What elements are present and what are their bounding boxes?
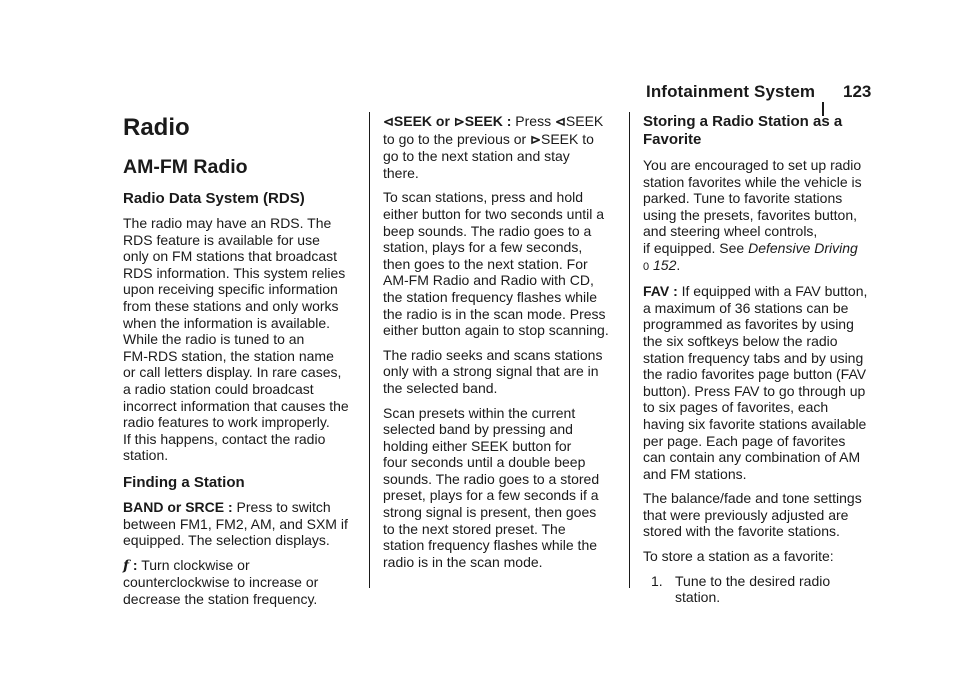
storing-favorite-heading: Storing a Radio Station as a Favorite <box>643 113 843 148</box>
cross-reference-link[interactable]: Defensive Driving <box>748 239 858 256</box>
column-2 <box>383 113 618 578</box>
subsection-title: AM-FM Radio <box>123 156 248 178</box>
list-item: 1. Tune to the desired radio <box>651 572 831 589</box>
favorites-intro-paragraph: You are encouraged to set up radio station favorites while the vehicle is parked. Tune to favorite stations using the presets, favorites button, and steering wheel controls, if equipped. See Defensive Driving 0 152. <box>643 157 862 273</box>
seek-previous-icon: ⊲ <box>554 114 566 129</box>
column-1 <box>123 110 358 615</box>
rds-heading: Radio Data System (RDS) <box>123 190 305 207</box>
rds-paragraph: The radio may have an RDS. The RDS feature is available for use only on FM stations that broadcast RDS information. This system relies upon receiving specific information from these stations and only works when the information is available. While the radio is tuned to an FM-RDS station, the station name or call letters display. In rare cases, a radio station could broadcast incorrect information that causes the radio features to work improperly. If this happens, contact the radio station. <box>123 215 349 464</box>
finding-station-heading: Finding a Station <box>123 473 245 491</box>
tune-knob-icon: f <box>123 557 130 574</box>
column-divider-1 <box>369 112 370 588</box>
list-number: 1. <box>651 572 663 589</box>
seek-next-icon: ⊳ <box>530 131 541 147</box>
seek-paragraph: ⊲SEEK or ⊳SEEK : Press ⊲SEEK to go to the previous or ⊳SEEK to go to the next station and stay there. <box>383 113 604 181</box>
column-3 <box>643 113 878 606</box>
list-item-continuation: station. <box>675 589 721 606</box>
column-divider-2 <box>629 112 630 588</box>
to-store-paragraph: To store a station as a favorite: <box>643 548 834 565</box>
page-number: 123 <box>843 82 872 101</box>
seeks-paragraph: The radio seeks and scans stations only with a strong signal that are in the selected band. <box>383 346 603 396</box>
section-title: Radio <box>123 114 190 141</box>
scan-paragraph: To scan stations, press and hold either button for two seconds until a beep sounds. The radio goes to a station, plays for a few seconds, then goes to the next station. For AM-FM Radio and Radio with CD, the station frequency flashes while the radio is in the scan mode. Press either button again to stop scanning. <box>383 189 609 339</box>
seek-next-icon: ⊳ <box>453 114 465 129</box>
page-ref-link[interactable]: 152 <box>653 256 677 273</box>
fav-paragraph: FAV : If equipped with a FAV button, a maximum of 36 stations can be programmed as favorites by using the six softkeys below the radio station frequency tabs and by using the radio favorites page button (FAV button). Press FAV to go through up to six pages of favorites, each having six favorite stations available per page. Each page of favorites can contain any combination of AM and FM stations. <box>643 283 868 482</box>
band-paragraph: BAND or SRCE : Press to switch between FM1, FM2, AM, and SXM if equipped. The selection displays. <box>123 498 348 549</box>
fav-term: FAV : <box>643 283 678 300</box>
presets-paragraph: Scan presets within the current selected band by pressing and holding either SEEK button for four seconds until a double beep sounds. The radio goes to a stored preset, plays for a few seconds if a strong signal is present, then goes to the next stored preset. The station frequency flashes while the radio is in the scan mode. <box>383 404 600 570</box>
page-ref-icon: 0 <box>643 260 650 273</box>
band-term: BAND or SRCE : <box>123 498 233 515</box>
page-header-title: Infotainment System <box>646 82 816 101</box>
seek-previous-icon: ⊲ <box>383 114 394 129</box>
balance-paragraph: The balance/fade and tone settings that were previously adjusted are stored with the favorite stations. <box>643 490 862 540</box>
tune-paragraph: f : Turn clockwise or counterclockwise to increase or decrease the station frequency. <box>123 556 319 607</box>
